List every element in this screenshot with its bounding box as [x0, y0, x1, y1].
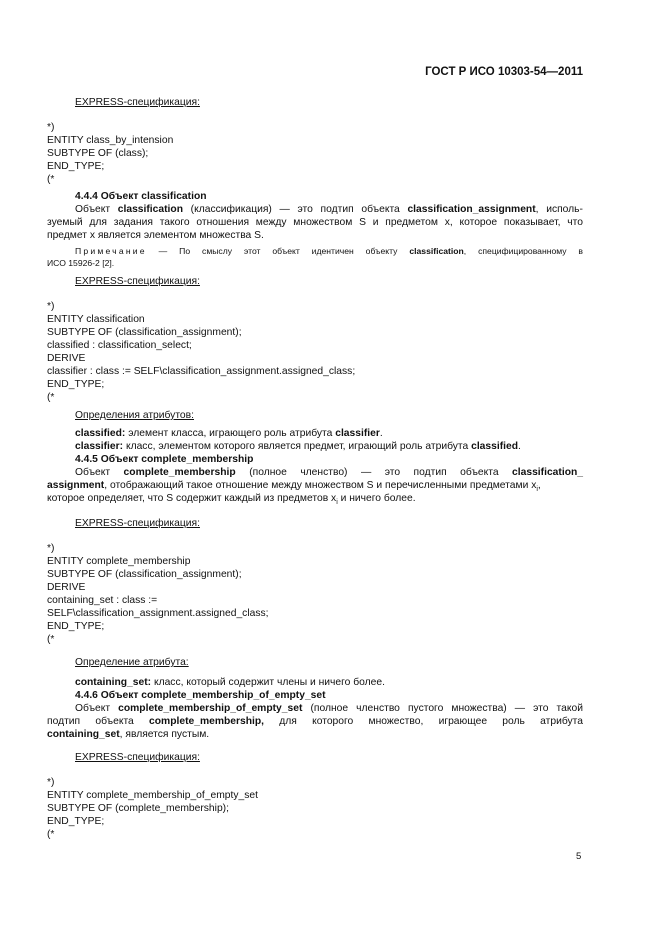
paragraph-line: которое определяет, что S содержит каждый из предметов $x_i$ и ничего более.	[47, 493, 416, 507]
code-line: SUBTYPE OF (class);	[47, 148, 149, 159]
paragraph-line: Объект complete_membership_of_empty_set (полное членство пустого множества) — это такой	[75, 703, 583, 714]
code-line: SUBTYPE OF (complete_membership);	[47, 803, 229, 814]
code-line: SELF\classification_assignment.assigned_class;	[47, 608, 269, 619]
attribute-definition-heading: Определение атрибута:	[75, 657, 189, 668]
paragraph-line: assignment, отображающий такое отношение между множеством S и перечисленными предметами $x_i$,	[47, 480, 541, 494]
attribute-definitions-heading: Определения атрибутов:	[75, 410, 194, 421]
code-line: *)	[47, 122, 55, 133]
code-line: (*	[47, 829, 55, 840]
code-line: END_TYPE;	[47, 161, 105, 172]
code-line: (*	[47, 634, 55, 645]
code-line: *)	[47, 777, 55, 788]
express-spec-heading: EXPRESS-спецификация:	[75, 752, 200, 763]
code-line: END_TYPE;	[47, 379, 105, 390]
paragraph-line: Объект complete_membership (полное членство) — это подтип объекта classification_	[75, 467, 583, 478]
page-number: 5	[576, 851, 582, 862]
code-line: *)	[47, 301, 55, 312]
code-line: SUBTYPE OF (classification_assignment);	[47, 327, 242, 338]
code-line: DERIVE	[47, 582, 86, 593]
code-line: ENTITY classification	[47, 314, 145, 325]
paragraph-line: Объект classification (классификация) — это подтип объекта classification_assignment, исполь-	[75, 204, 583, 215]
paragraph-line: подтип объекта complete_membership, для которого множество, играющее роль атрибута	[47, 716, 583, 727]
attribute-definition: containing_set: класс, который содержит члены и ничего более.	[75, 677, 385, 688]
paragraph-line: containing_set, является пустым.	[47, 729, 210, 740]
code-line: END_TYPE;	[47, 621, 105, 632]
code-line: ENTITY complete_membership_of_empty_set	[47, 790, 258, 801]
paragraph-line: зуемый для задания такого отношения между множеством S и предметом x, которое показывает, что	[47, 217, 583, 228]
express-spec-heading: EXPRESS-спецификация:	[75, 518, 200, 529]
express-spec-heading: EXPRESS-спецификация:	[75, 276, 200, 287]
code-line: (*	[47, 174, 55, 185]
code-line: DERIVE	[47, 353, 86, 364]
section-title: 4.4.4 Объект classification	[75, 191, 207, 202]
note-line: ИСО 15926-2 [2].	[47, 258, 115, 268]
section-title: 4.4.6 Объект complete_membership_of_empty_set	[75, 690, 326, 701]
code-line: END_TYPE;	[47, 816, 105, 827]
code-line: SUBTYPE OF (classification_assignment);	[47, 569, 242, 580]
code-line: *)	[47, 543, 55, 554]
code-line: classified : classification_select;	[47, 340, 192, 351]
attribute-definition: classified: элемент класса, играющего роль атрибута classifier.	[75, 428, 383, 439]
document-standard-header: ГОСТ Р ИСО 10303-54—2011	[425, 66, 583, 78]
code-line: classifier : class := SELF\classification_assignment.assigned_class;	[47, 366, 356, 377]
code-line: ENTITY class_by_intension	[47, 135, 174, 146]
code-line: (*	[47, 392, 55, 403]
code-line: ENTITY complete_membership	[47, 556, 191, 567]
attribute-definition: classifier: класс, элементом которого является предмет, играющий роль атрибута classified.	[75, 441, 521, 452]
note-line: Примечание — По смыслу этот объект идентичен объекту classification, специфицированному в	[75, 246, 583, 256]
express-spec-heading: EXPRESS-спецификация:	[75, 97, 200, 108]
paragraph-line: предмет x является элементом множества S.	[47, 230, 264, 241]
code-line: containing_set : class :=	[47, 595, 158, 606]
section-title: 4.4.5 Объект complete_membership	[75, 454, 254, 465]
